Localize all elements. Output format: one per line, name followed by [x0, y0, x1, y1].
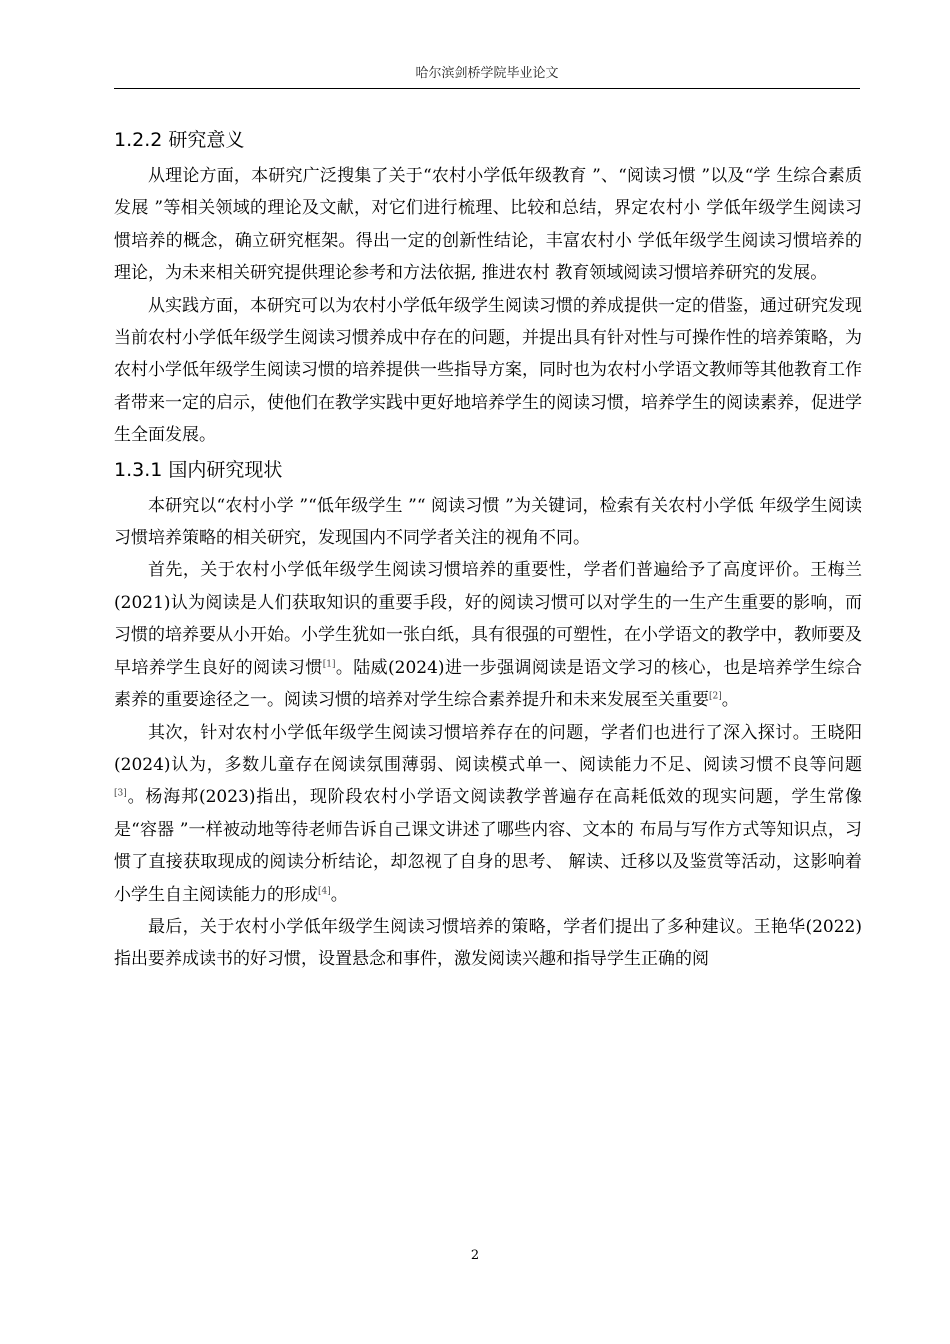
paragraph-theory: 从理论方面，本研究广泛搜集了关于“农村小学低年级教育 ”、“阅读习惯 ”以及“学 生综合素质发展 ”等相关领域的理论及文献，对它们进行梳理、比较和总结，界定农村小 学低年级学生阅读习惯培养的概念，确立研究框架。得出一定的创新性结论，丰富农村小 学低年级学生阅读习惯培养的理论，为未来相关研究提供理论参考和方法依据, 推进农村 教育领域阅读习惯培养研究的发展。 [114, 166, 862, 284]
paragraph-problems [114, 717, 862, 911]
page-number: 2 [470, 1248, 480, 1263]
paragraph-text: 本研究以“农村小学 ”“低年级学生 ”“ 阅读习惯 ”为关键词，检索有关农村小学低 年级学生阅读习惯培养策略的相关研究，发现国内不同学者关注的视角不同。 [114, 495, 862, 549]
paragraph-text: 其次，针对农村小学低年级学生阅读习惯培养存在的问题，学者们也进行了深入探讨。王晓阳(2024)认为，多数儿童存在阅读氛围薄弱、阅读模式单一、阅读能力不足、阅读习惯不良等问题 [114, 722, 862, 775]
page-header: 哈尔滨剑桥学院毕业论文 [415, 66, 559, 81]
section-heading-domestic-research: 1.3.1 国内研究现状 [114, 458, 283, 481]
citation-ref: [4] [318, 885, 331, 896]
citation-ref: [2] [709, 691, 722, 702]
paragraph-text: 。杨海邦(2023)指出，现阶段农村小学语文阅读教学普遍存在高耗低效的现实问题，学生常像是“容器 ”一样被动地等待老师告诉自己课文讲述了哪些内容、文本的 布局与写作方式等知识点，习惯了直接获取现成的阅读分析结论，却忽视了自身的思考、 解读、迁移以及鉴赏等活动，这影响着小学生自主阅读能力的形成 [114, 787, 862, 905]
paragraph-text: 最后，关于农村小学低年级学生阅读习惯培养的策略，学者们提出了多种建议。王艳华(2022)指出要养成读书的好习惯，设置悬念和事件，激发阅读兴趣和指导学生正确的阅 [114, 916, 862, 970]
header-rule [114, 88, 860, 89]
paragraph-practice: 从实践方面，本研究可以为农村小学低年级学生阅读习惯的养成提供一定的借鉴，通过研究发现当前农村小学低年级学生阅读习惯养成中存在的问题，并提出具有针对性与可操作性的培养策略，为农村小学低年级学生阅读习惯的培养提供一些指导方案，同时也为农村小学语文教师等其他教育工作者带来一定的启示，使他们在教学实践中更好地培养学生的阅读习惯，培养学生的阅读素养，促进学生全面发展。 [114, 295, 862, 446]
page-body [114, 124, 862, 976]
paragraph-keywords [114, 490, 862, 555]
citation-ref: [1] [322, 659, 336, 670]
paragraph-text: 。 [721, 690, 739, 711]
citation-ref: [3] [114, 788, 127, 799]
paragraph-importance [114, 554, 862, 716]
section-heading-research-significance: 1.2.2 研究意义 [114, 129, 245, 151]
paragraph-strategies [114, 911, 862, 976]
paragraph-text: 首先，关于农村小学低年级学生阅读习惯培养的重要性，学者们普遍给予了高度评价。王梅兰(2021)认为阅读是人们获取知识的重要手段，好的阅读习惯可以对学生的一生产生重要的影响，而习惯的培养要从小开始。小学生犹如一张白纸，具有很强的可塑性，在小学语文的教学中，教师要及早培养学生良好的阅读习惯 [114, 560, 862, 678]
paragraph-text: 。 [330, 884, 348, 905]
paragraph-text: 。陆威(2024)进一步强调阅读是语文学习的核心，也是培养学生综合素养的重要途径之一。阅读习惯的培养对学生综合素养提升和未来发展至关重要 [114, 657, 862, 711]
